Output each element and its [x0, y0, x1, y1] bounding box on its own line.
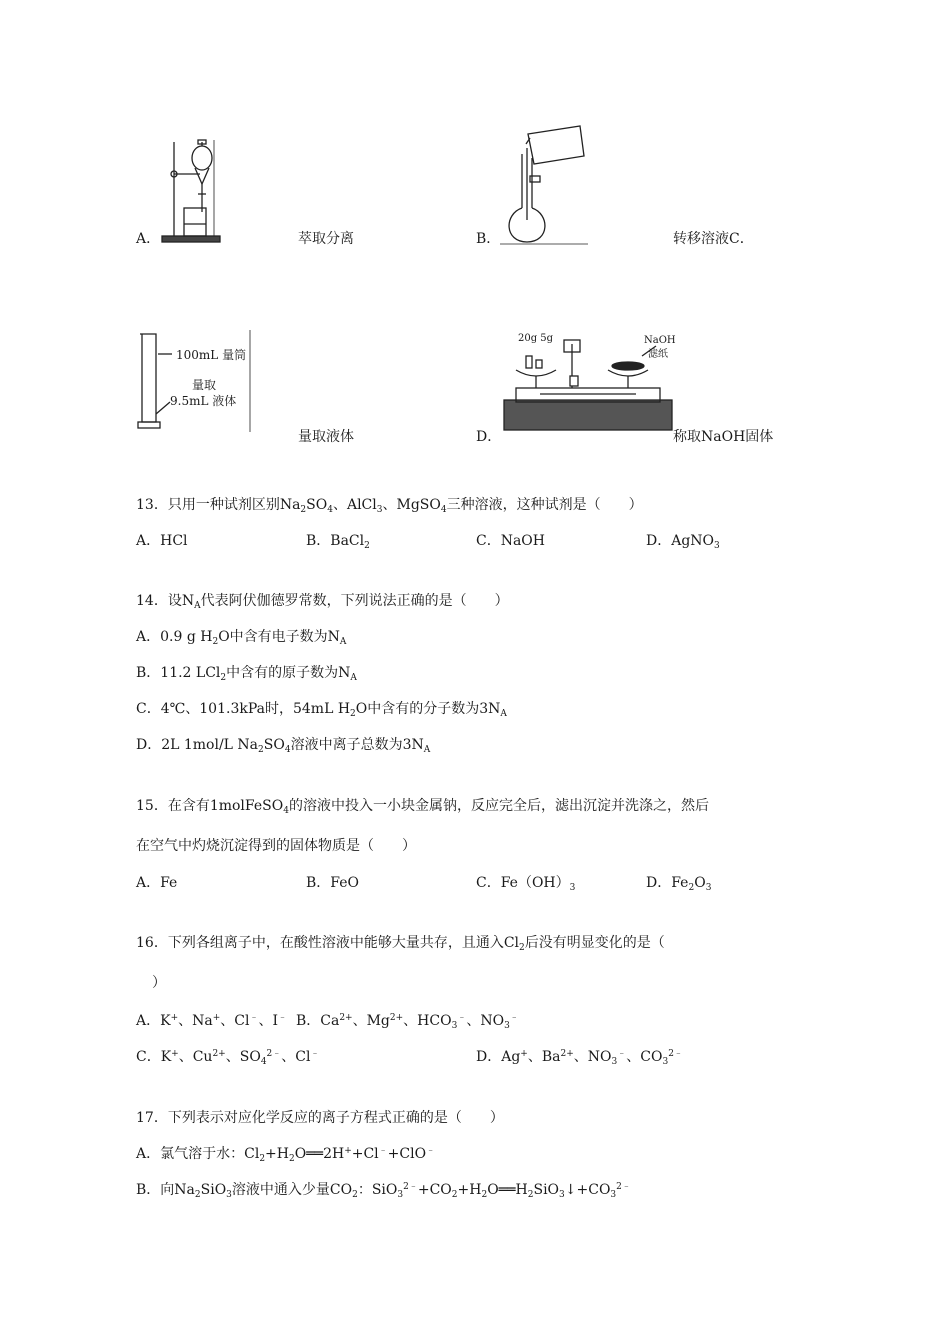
measuring-cylinder-figure [136, 330, 252, 434]
cylinder-label-measure: 量取 [192, 378, 217, 392]
q13-option-d: D．AgNO$_3$ [646, 533, 720, 551]
q13-option-b: B．BaCl$_2$ [306, 533, 370, 551]
q15-option-a: A．Fe [136, 875, 178, 891]
question-13-stem: 13．只用一种试剂区别$Na_2SO_4$、AlCl$_3$、MgSO$_4$三种溶液，这种试剂是（ ） [136, 497, 643, 515]
option-d-label: D． [476, 429, 502, 445]
cylinder-label-capacity: 100mL 量筒 [176, 348, 247, 362]
question-16-stem-line1: 16．下列各组离子中，在酸性溶液中能够大量共存，且通入$Cl_2$后没有明显变化的是（ [136, 935, 665, 953]
option-d-caption: 称取NaOH固体 [673, 429, 774, 445]
q14-option-a: A．0.9 g $H_2O$中含有电子数为$N_A$ [136, 629, 347, 647]
balance-weights-label: 20g 5g [518, 333, 554, 344]
option-b-caption: 转移溶液C． [673, 231, 754, 247]
q14-option-c: C．4℃、101.3kPa时，54mL $H_2O$中含有的分子数为$3N_A$ [136, 701, 507, 719]
option-c-caption: 量取液体 [298, 429, 354, 445]
q16-option-c: C．K+、$Cu^{2+}$、$SO_4^{2﹣}$、Cl﹣ [136, 1049, 320, 1067]
q13-option-a: A．HCl [136, 533, 188, 549]
q15-option-b: B．FeO [306, 875, 359, 891]
option-a-label: A． [136, 231, 161, 247]
q14-option-d: D．2L 1mol/L $Na_2SO_4$溶液中离子总数为$3N_A$ [136, 737, 431, 755]
q17-option-b: B．向$Na_2SiO_3$溶液中通入少量$CO_2$：$SiO_3^{2﹣}+CO_2+H_2O══H_2SiO_3↓+CO_3^{2﹣}$ [136, 1182, 631, 1200]
balance-paper-label: 滤纸 [648, 349, 668, 360]
q15-option-d: D．$Fe_2O_3$ [646, 875, 712, 893]
question-15-stem-line2: 在空气中灼烧沉淀得到的固体物质是（ ） [136, 838, 416, 854]
separatory-funnel-figure [160, 138, 222, 244]
q13-option-c: C．NaOH [476, 533, 545, 549]
q14-option-b: B．11.2 LCl$_2$中含有的原子数为$N_A$ [136, 665, 357, 683]
cylinder-label-volume: 9.5mL 液体 [170, 394, 237, 408]
question-15-stem-line1: 15．在含有1molFeSO$_4$的溶液中投入一小块金属钠，反应完全后，滤出沉淀并洗涤之，然后 [136, 798, 709, 816]
volumetric-flask-figure [500, 124, 590, 246]
q15-option-c: C．$Fe(OH)_3$ [476, 875, 576, 893]
q16-options-a-b: A．K+、Na+、Cl﹣、I﹣ B．$Ca^{2+}$、$Mg^{2+}$、$HCO_3^﹣$、$NO_3^﹣$ [136, 1013, 519, 1031]
balance-naoh-label: NaOH [644, 335, 676, 346]
q17-option-a: A．氯气溶于水：$Cl_2+H_2O══2H^++Cl^﹣+ClO^﹣$ [136, 1146, 436, 1164]
option-b-label: B． [476, 231, 501, 247]
question-16-stem-line2: ） [152, 975, 166, 991]
option-a-caption: 萃取分离 [298, 231, 354, 247]
balance-figure [500, 330, 676, 436]
question-14-stem: 14．设$N_A$代表阿伏伽德罗常数，下列说法正确的是（ ） [136, 593, 509, 611]
question-17-stem: 17．下列表示对应化学反应的离子方程式正确的是（ ） [136, 1110, 504, 1126]
q16-option-d: D．Ag+、$Ba^{2+}$、$NO_3^﹣$、$CO_3^{2﹣}$ [476, 1049, 683, 1067]
